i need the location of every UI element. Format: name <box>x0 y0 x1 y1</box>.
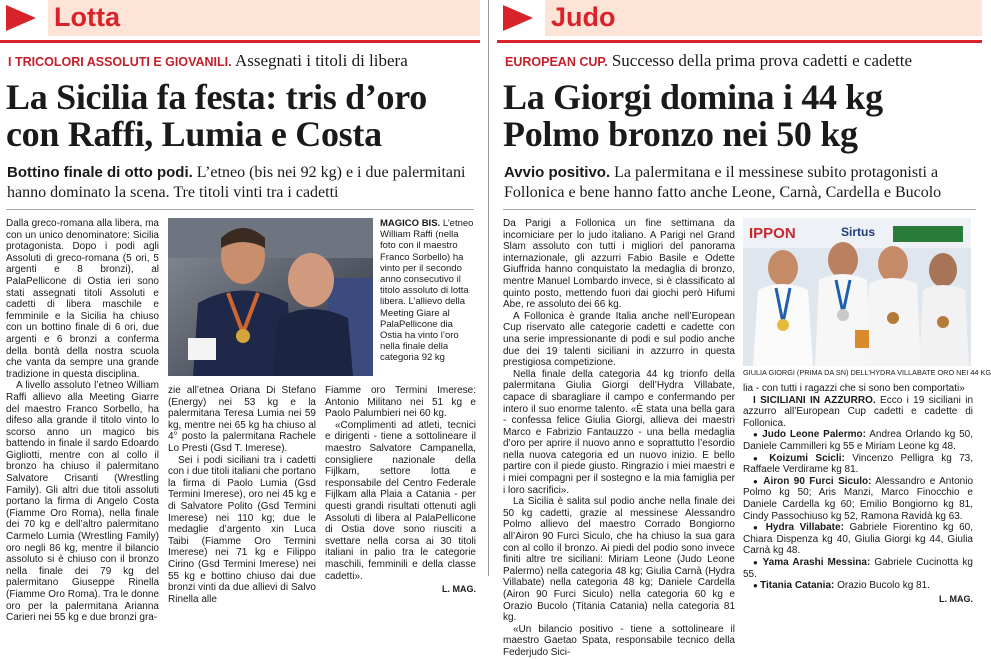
roster-club: Judo Leone Palermo: <box>762 429 866 441</box>
section-rule <box>497 40 982 43</box>
roster-item <box>743 522 973 557</box>
headline <box>6 79 480 153</box>
photo-caption <box>743 368 991 377</box>
article-body <box>0 210 480 624</box>
wrestlers-photo <box>168 218 373 376</box>
roster-names: Orazio Bucolo kg 81. <box>837 580 930 592</box>
headline-line-1: La Sicilia fa festa: tris d’oro <box>6 77 427 117</box>
lotta-article <box>0 0 480 624</box>
judo-podium-photo <box>743 218 971 366</box>
body-paragraph: zie all’etnea Oriana Di Stefano (Energy) nei 53 kg e la palermitana Teresa Lumia nei 59 kg, mentre nei 65 kg ha chiuso al 4° posto la palermitana Rachele Lo Presti (Gsd T. Imerese). <box>168 385 316 454</box>
signature: L. MAG. <box>939 593 973 604</box>
kicker <box>505 51 982 71</box>
body-paragraph: «Complimenti ad atleti, tecnici e dirigenti - tiene a sottolineare il maestro Salvatore Campanella, consigliere nazionale della Fijlkam, settore lotta e responsabile del Centro Federale Fijlkam alla Plaia a Catania - per questi grandi risultati ottenuti agli Assoluti di libera al PalaPellicone di Ostia dove sono riusciti a svettare nella corsa ai 30 titoli italiani in palio tra le categorie maschili, femminili e della classe cadetti». <box>325 419 476 582</box>
section-arrow-icon <box>497 0 545 36</box>
deck <box>504 163 982 203</box>
caption-text: L’etneo William Raffi (nella foto con il maestro Franco Sorbello) ha vinto per il secondo anno consecutivo il titolo assoluto di lotta libera. L’allievo della Meeting Giare al PalaPellicone dia Ostia ha vinto l’oro nella finale della categoria 92 kg <box>380 218 474 364</box>
body-column-2 <box>168 385 316 605</box>
caption-title: MAGICO BIS. <box>380 218 441 229</box>
deck-text: L’etneo (bis nei 92 kg) e i due palermitani hanno dominato la scena. Tre titoli vinti tra i cadetti <box>7 164 466 201</box>
headline-line-1: La Giorgi domina i 44 kg <box>503 77 883 117</box>
section-rule <box>0 40 480 43</box>
article-body <box>497 210 991 658</box>
bullet-icon: ● <box>753 476 764 486</box>
body-paragraph: A livello assoluto l’etneo William Raffi allievo alla Meeting Giarre del maestro Franco Sorbello, ha difeso alla grande il titolo vinto lo scorso anno un magico bis battendo in finale il sardo Edoardo Gigliotti, mentre con al collo il bronzo ha chiuso il palermitano Salvatore Crisanti (Wrestling Family). Gli altri due titoli assoluti portano la firma di Angelo Costa (Fiamme Oro Roma), nella finale dei 70 kg e dell’altro palermitano Carmelo Lumia (Wrestling Family) oro negli 86 kg, mentre il bilancio assoluto si è chiuso con il bronzo nella finale dei 79 kg del palermitano Giuseppe Rinella (Fiamme Oro Roma). Tra le donne oro per la palermitana Arianna Carieri nei 55 kg e due bronzi gra- <box>6 380 159 624</box>
roster-item <box>743 429 973 452</box>
bullet-icon: ● <box>753 581 761 591</box>
kicker <box>8 51 480 71</box>
body-paragraph: Sei i podi siciliani tra i cadetti con i due titoli italiani che portano la firma di Paolo Lumia (Gsd Termini Imerese), oro nei 45 kg e di Salvatore Polito (Gsd Termini Imerese) nei 110 kg; due le medaglie d’argento xin Luca Taibi (Fiamme Oro Termini Imerese) nei 71 kg e Filippo Cirino (Gsd Termini Imerese) nei 55 kg e bottino chiuso dai due bronzi vinti da due allievi di Salvo Rinella alle <box>168 454 316 605</box>
banner-ippon: IPPON <box>749 225 796 242</box>
body-paragraph: A Follonica è grande Italia anche nell’European Cup riservato alle categorie cadetti e cadette con una serie impressionante di podi e sul podio anche due dei 19 talenti siciliani in azzurro in questa prestigiosa competizione. <box>503 310 735 369</box>
body-paragraph: Nella finale della categoria 44 kg trionfo della palermitana Giulia Giorgi dell’Hydra Villabate, capace di sbaragliare il campo e confermando per intero il suo enorme talento. «È stata una bella gara - confessa felice Giulia Giorgi, allieva dei maestri Marco e Fabrizio Fantauzzo - una bella medaglia d’oro per aprire il nuovo anno e soprattutto l’esordio nella nuova categoria ed un nuovo inizio. E bello partire con il piede giusto. Ringrazio i miei maestri e i miei compagni per il sostegno e la mia famiglia per i loro sacrifici». <box>503 368 735 496</box>
kicker-text: Successo della prima prova cadetti e cadette <box>611 51 913 70</box>
roster-item <box>743 557 973 580</box>
box-intro <box>743 395 973 430</box>
caption-text: GIULIA GIORGI (PRIMA DA SN) DELL’HYDRA VILLABATE ORO NEI 44 KG <box>743 368 991 377</box>
kicker-tag: I TRICOLORI ASSOLUTI E GIOVANILI. <box>8 55 232 69</box>
body-paragraph: lia - con tutti i ragazzi che si sono ben comportati» <box>743 383 965 394</box>
body-column-1 <box>503 218 735 659</box>
roster-club: Airon 90 Furci Siculo: <box>763 475 872 487</box>
photo-judo-podium <box>743 218 971 366</box>
roster-names: Andrea Orlando kg 50, Daniele Cammilleri kg 55 e Miriam Leone kg 48. <box>743 429 974 452</box>
roster-names: Vincenzo Pelligra kg 73, Raffaele Verdirame kg 81. <box>743 452 974 476</box>
section-label: Lotta <box>54 2 120 32</box>
photo-caption <box>380 218 476 364</box>
body-paragraph: Dalla greco-romana alla libera, ma con un unico denominatore: Sicilia protagonista. Dopo i podi agli Assoluti di greco-romana (5 ori, 5 argenti e 8 bronzi), al PalaPellicone di Ostia ieri sono stati assegnati titoli Assoluti e cadetti di libera maschile e femminile e la Sicilia ha chiuso con un bottino finale di 6 ori, due argenti e 6 bronzi a conferma della bontà della nostra scuola che vanta da sempre una grande tradizione in questa disciplina. <box>6 218 159 380</box>
deck-lead: Bottino finale di otto podi. <box>7 164 193 181</box>
deck <box>7 163 480 203</box>
bullet-icon: ● <box>753 453 770 463</box>
kicker-text: Assegnati i titoli di libera <box>234 51 408 70</box>
body-column-3 <box>325 385 476 596</box>
roster-list <box>743 429 973 591</box>
body-column-1 <box>6 218 159 624</box>
bullet-icon: ● <box>753 523 766 533</box>
roster-club: Koizumi Scicli: <box>769 452 845 464</box>
judo-article <box>497 0 991 658</box>
banner-sirtus: Sirtus <box>841 225 876 239</box>
roster-club: Yama Arashi Messina: <box>762 556 871 568</box>
body-paragraph: La Sicilia è salita sul podio anche nella finale dei 50 kg cadetti, grazie al messinese Alessandro Polmo allievo del maestro Corrado Bongiorno all’Airon 90 Furci Siculo, che ha chiuso la sua gara con al collo il bronzo. Ai piedi del podio sono invece finiti altre tre siciliani: Miriam Leone (Judo Leone Palermo) nella categoria 48 kg; Giulia Carnà (Hydra Villabate) nella categoria 48 kg; Daniele Cardella (Airon 90 Furci Siculo) nella categoria 60 kg e Orazio Bucolo (Titania Catania) nella categoria 81 kg. <box>503 496 735 624</box>
box-intro-text: Ecco i 19 siciliani in azzurro all’European Cup cadetti e cadette di Follonica. <box>743 394 974 429</box>
roster-item <box>743 580 973 592</box>
deck-text: La palermitana e il messinese subito protagonisti a Follonica e bene hanno fatto anche Leone, Carnà, Cardella e Bucolo <box>504 164 942 201</box>
box-head: I SICILIANI IN AZZURRO. <box>753 394 876 406</box>
body-paragraph: «Un bilancio positivo - tiene a sottolineare il maestro Gaetao Spata, responsabile tecnico della Federjudo Sici- <box>503 623 735 658</box>
body-column-2 <box>743 383 973 604</box>
headline <box>503 79 982 153</box>
headline-line-2: con Raffi, Lumia e Costa <box>6 114 382 154</box>
roster-item <box>743 453 973 476</box>
kicker-tag: EUROPEAN CUP. <box>505 55 608 69</box>
body-paragraph: Fiamme oro Termini Imerese: Antonio Militano nei 51 kg e Paolo Palumbieri nei 60 kg. <box>325 385 476 420</box>
roster-item <box>743 476 973 522</box>
bullet-icon: ● <box>753 557 763 567</box>
column-divider <box>488 0 489 576</box>
section-header-judo <box>497 0 982 36</box>
roster-club: Titania Catania: <box>760 580 835 592</box>
signature: L. MAG. <box>442 584 476 595</box>
bullet-icon: ● <box>753 430 763 440</box>
roster-names: Alessandro e Antonio Polmo kg 50; Aris Manzi, Marco Finocchio e Daniele Cardella kg 60; Emilio Bongiorno kg 81, Cindy Passochiuso kg 52, Ramona Ravidà kg 63. <box>743 475 973 522</box>
headline-line-2: Polmo bronzo nei 50 kg <box>503 114 858 154</box>
section-arrow-icon <box>0 0 48 36</box>
roster-names: Gabriele Fiorentino kg 60, Chiara Dispenza kg 40, Giulia Giorgi kg 44, Giulia Carnà kg 48. <box>743 522 973 557</box>
body-paragraph: Da Parigi a Follonica un fine settimana da incorniciare per lo judo italiano. A Parigi nel Grand Slam assoluto con tutti i migliori del panorama internazionale, gli azzurri Fabio Basile e Odette Giuffrida hanno conquistato la medaglia di bronzo, mentre Manuel Lombardo invece, si è classificato al quinto posto, mettendo fuori dai giochi però Hifumi Abe, re assoluto dei 66 kg. <box>503 218 735 311</box>
section-label: Judo <box>551 2 616 32</box>
photo-raffi-sorbello <box>168 218 373 376</box>
section-header-lotta <box>0 0 480 36</box>
roster-names: Gabriele Cucinotta kg 55. <box>743 556 973 580</box>
deck-lead: Avvio positivo. <box>504 164 611 181</box>
roster-club: Hydra Villabate: <box>765 522 844 534</box>
